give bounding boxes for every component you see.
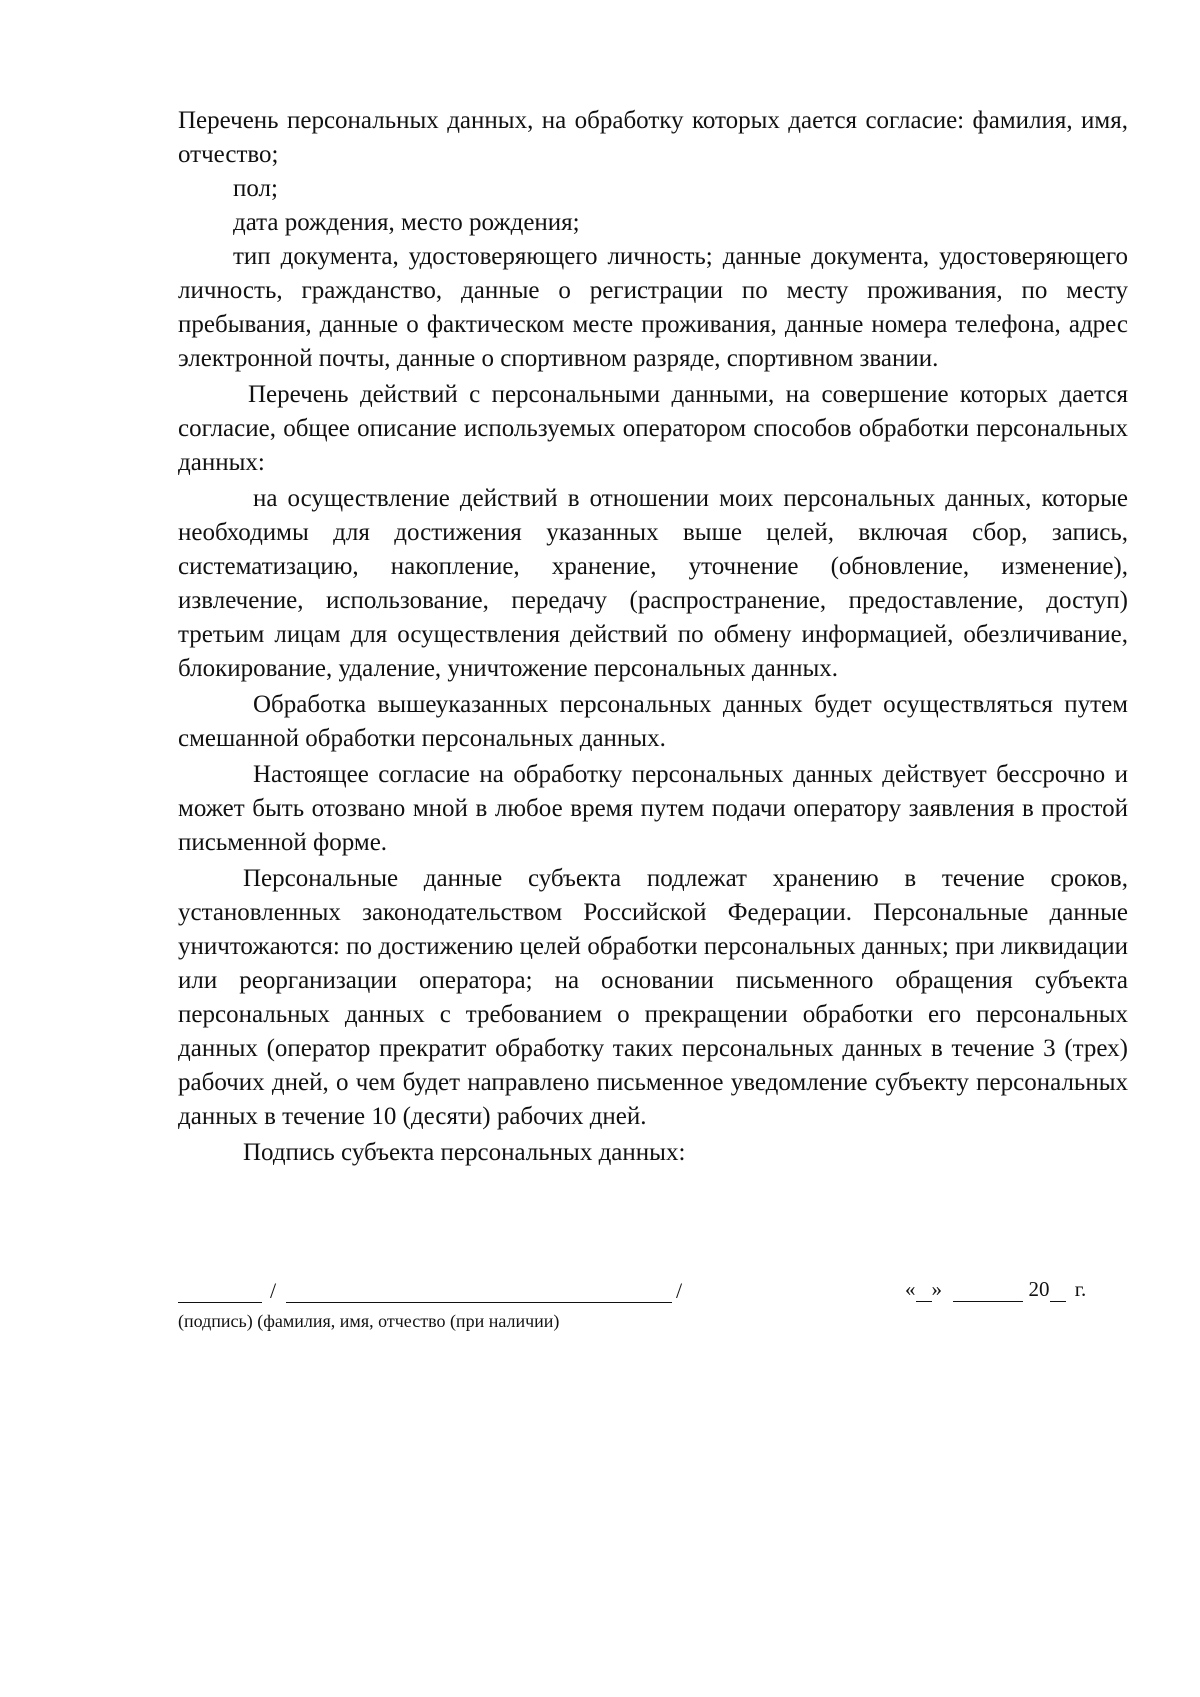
paragraph-personal-data-list: Перечень персональных данных, на обработку которых дается согласие: фамилия, имя, отчество;: [178, 107, 1128, 168]
signature-field[interactable]: [178, 1280, 262, 1303]
signature-end-separator: /: [676, 1278, 683, 1303]
paragraph-processing-method: Обработка вышеуказанных персональных данных будет осуществляться путем смешанной обработки персональных данных.: [178, 691, 1128, 752]
paragraph-identity-document: тип документа, удостоверяющего личность; данные документа, удостоверяющего личность, гражданство, данные о регистрации по месту проживания, по месту пребывания, данные о фактическом месте проживания, данные номера телефона, адрес электронной почты, данные о спортивном разряде, спортивном звании.: [178, 243, 1128, 372]
paragraph-gender: пол;: [233, 175, 278, 202]
date-open-quote: «: [905, 1277, 916, 1301]
paragraph-actions-description: на осуществление действий в отношении моих персональных данных, которые необходимы для достижения указанных выше целей, включая сбор, запись, систематизацию, накопление, хранение, уточнение (обновление, изменение), извлечение, использование, передачу (распространение, предоставление, доступ) третьим лицам для осуществления действий по обмену информацией, обезличивание, блокирование, удаление, уничтожение персональных данных.: [178, 485, 1128, 682]
signature-separator: /: [270, 1278, 277, 1303]
full-name-field[interactable]: [286, 1280, 672, 1303]
year-field[interactable]: [1050, 1281, 1066, 1302]
paragraph-data-storage: Персональные данные субъекта подлежат хранению в течение сроков, установленных законодательством Российской Федерации. Персональные данные уничтожаются: по достижению целей обработки персональных данных; при ликвидации или реорганизации оператора; на основании письменного обращения субъекта персональных данных с требованием о прекращении обработки его персональных данных (оператор прекратит обработку таких персональных данных в течение 3 (трех) рабочих дней, о чем будет направлено письменное уведомление субъекту персональных данных в течение 10 (десяти) рабочих дней.: [178, 865, 1128, 1130]
date-field: [905, 1277, 1086, 1302]
paragraph-signature-label: Подпись субъекта персональных данных:: [243, 1139, 686, 1166]
paragraph-consent-validity: Настоящее согласие на обработку персональных данных действует бессрочно и может быть отозвано мной в любое время путем подачи оператору заявления в простой письменной форме.: [178, 761, 1128, 856]
year-suffix: г.: [1074, 1277, 1087, 1301]
day-field[interactable]: [916, 1281, 932, 1302]
month-field[interactable]: [953, 1281, 1023, 1302]
date-close-quote: »: [931, 1277, 942, 1301]
paragraph-actions-list: Перечень действий с персональными данными, на совершение которых дается согласие, общее описание используемых оператором способов обработки персональных данных:: [178, 381, 1128, 476]
year-prefix: 20: [1028, 1277, 1050, 1301]
signature-caption: (подпись) (фамилия, имя, отчество (при наличии): [178, 1311, 560, 1331]
paragraph-birth-info: дата рождения, место рождения;: [233, 209, 580, 236]
document-body: [178, 104, 1128, 1170]
